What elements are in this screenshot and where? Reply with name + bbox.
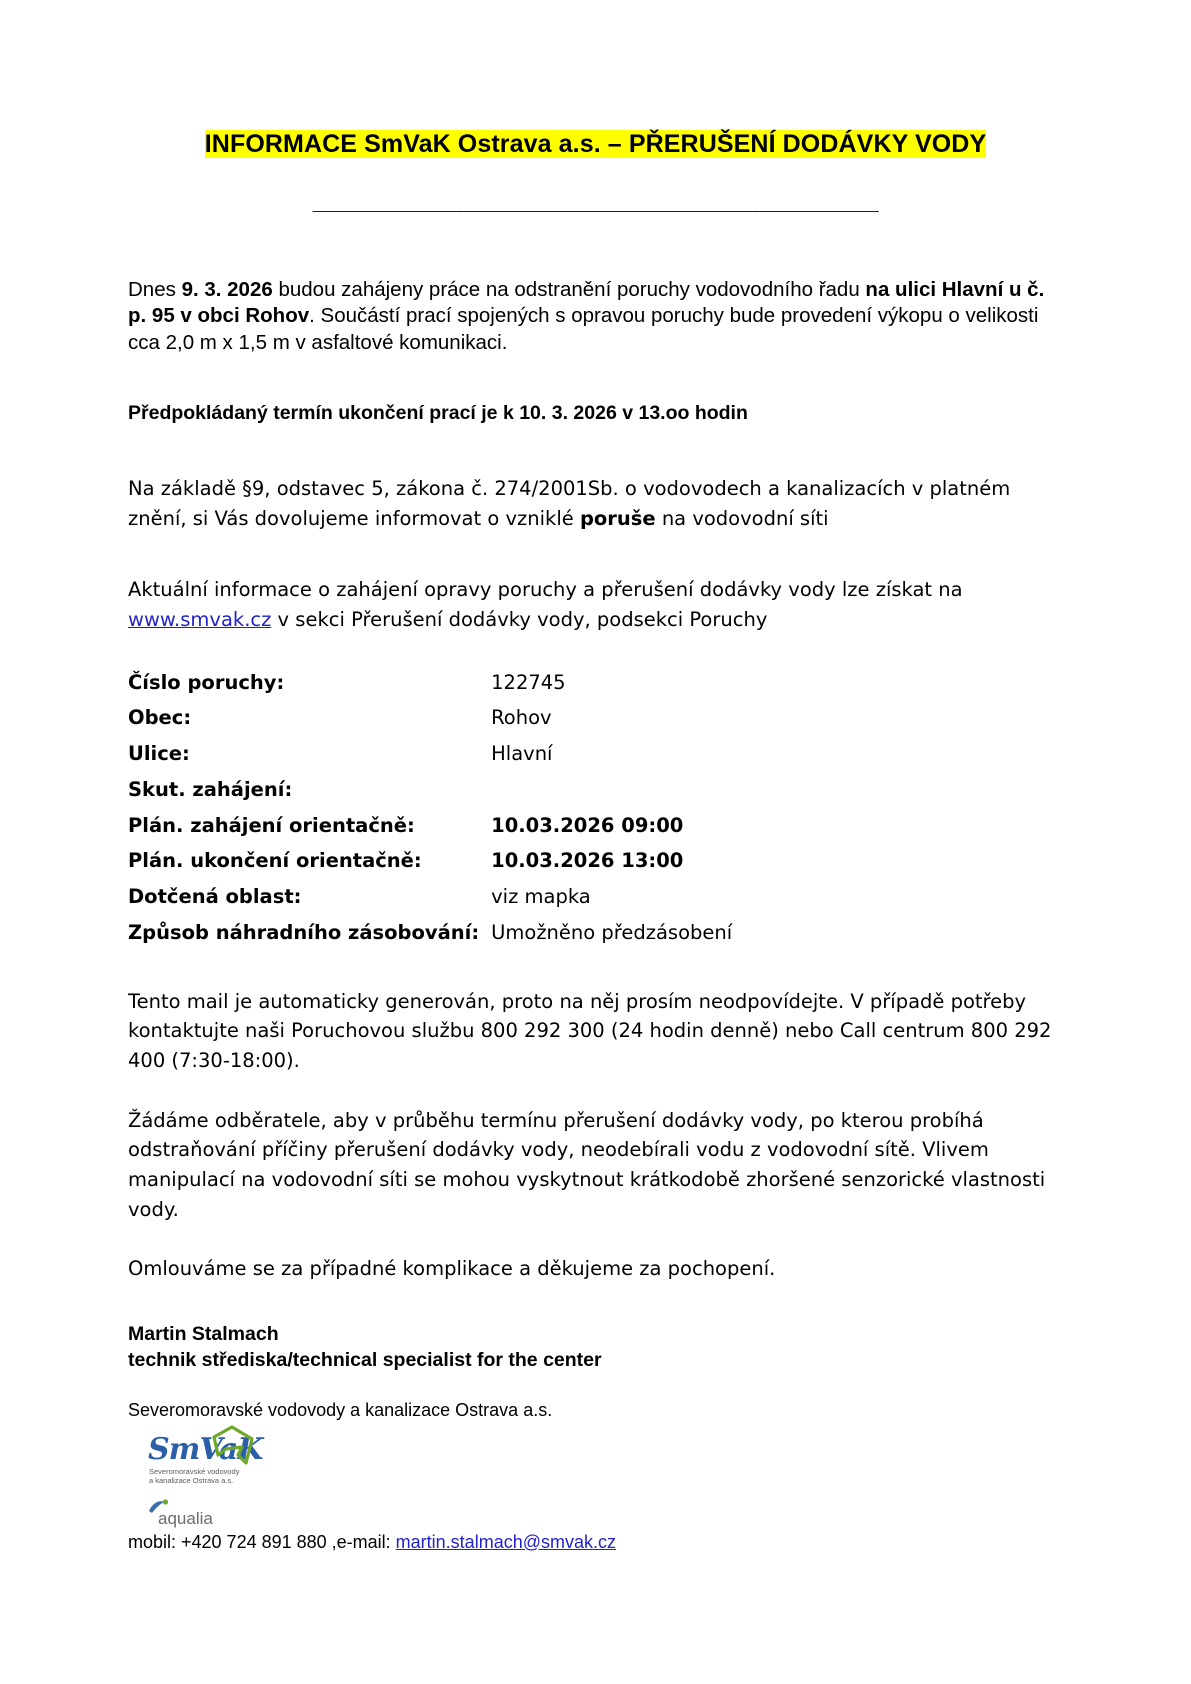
law-bold-term: poruše xyxy=(579,506,656,530)
detail-value: Hlavní xyxy=(491,742,553,766)
law-part-one: Na základě §9, odstavec 5, zákona č. 274/2001Sb. o vodovodech a kanalizacích v platném znění, si Vás dovolujeme informovat o vzniklé xyxy=(128,477,1011,530)
table-row xyxy=(128,849,732,885)
law-part-two: na vodovodní síti xyxy=(655,506,829,530)
table-row xyxy=(128,706,732,742)
automail-paragraph: Tento mail je automaticky generován, proto na něj prosím neodpovídejte. V případě potřeby kontaktujte naši Poruchovou službu 800 292 300 (24 hodin denně) nebo Call centrum 800 292 400 (7:30-18:00). xyxy=(128,989,1052,1073)
detail-label: Plán. zahájení orientačně: xyxy=(128,813,415,837)
page-title-container xyxy=(128,0,1063,162)
signature-name: Martin Stalmach xyxy=(128,1322,279,1345)
detail-value: 10.03.2026 13:00 xyxy=(491,849,684,873)
table-row xyxy=(128,921,732,957)
law-paragraph xyxy=(128,474,1063,533)
email-link[interactable]: martin.stalmach@smvak.cz xyxy=(395,1531,616,1552)
table-row xyxy=(128,814,732,850)
detail-label: Plán. ukončení orientačně: xyxy=(128,849,422,873)
intro-paragraph xyxy=(128,277,1063,357)
contact-line xyxy=(128,1531,1063,1554)
current-info-part-one: Aktuální informace o zahájení opravy poruchy a přerušení dodávky vody lze získat na xyxy=(128,578,963,602)
signature-block xyxy=(128,1322,1063,1373)
detail-value xyxy=(491,778,732,814)
smvak-logo xyxy=(148,1431,268,1493)
contact-prefix: mobil: +420 724 891 880 ,e-mail: xyxy=(128,1531,396,1552)
table-row xyxy=(128,885,732,921)
intro-tail: . Součástí prací spojených s opravou poruchy bude provedení výkopu o velikosti cca 2,0 m x 1,5 m v asfaltové komunikaci. xyxy=(128,304,1039,355)
detail-label: Obec: xyxy=(128,706,192,730)
smvak-tagline-line-2: a kanalizace Ostrava a.s. xyxy=(149,1476,234,1485)
company-name: Severomoravské vodovody a kanalizace Ostrava a.s. xyxy=(128,1400,553,1421)
smvak-website-link[interactable]: www.smvak.cz xyxy=(128,607,272,631)
detail-label: Ulice: xyxy=(128,742,190,766)
intro-lead: Dnes xyxy=(128,277,182,301)
detail-label: Dotčená oblast: xyxy=(128,885,302,909)
table-row xyxy=(128,778,732,814)
detail-value: Rohov xyxy=(491,706,552,730)
title-divider-container xyxy=(128,188,1063,215)
apology-paragraph: Omlouváme se za případné komplikace a děkujeme za pochopení. xyxy=(128,1257,776,1281)
aqualia-logo-wordmark: aqualia xyxy=(158,1508,213,1528)
detail-value: Umožněno předzásobení xyxy=(491,920,733,944)
smvak-logo-tagline xyxy=(149,1467,239,1486)
current-info-part-two: v sekci Přerušení dodávky vody, podsekci Poruchy xyxy=(271,607,768,631)
current-info-paragraph xyxy=(128,575,1063,634)
table-row xyxy=(128,742,732,778)
signature-role: technik střediska/technical specialist for the center xyxy=(128,1348,602,1371)
smvak-roof-icon xyxy=(212,1425,256,1465)
deadline-paragraph: Předpokládaný termín ukončení prací je k 10. 3. 2026 v 13.oo hodin xyxy=(128,401,748,424)
detail-label: Číslo poruchy: xyxy=(128,670,285,694)
intro-date: 9. 3. 2026 xyxy=(181,277,273,301)
intro-location: na ulici Hlavní u č. p. 95 v obci Rohov xyxy=(128,277,1045,328)
detail-label: Způsob náhradního zásobování: xyxy=(128,920,480,944)
aqualia-logo xyxy=(148,1499,268,1529)
detail-value: viz mapka xyxy=(491,885,591,909)
outage-details-table xyxy=(128,671,732,957)
detail-value: 10.03.2026 09:00 xyxy=(491,813,684,837)
title-divider: ______________________________________________ xyxy=(312,187,879,214)
detail-value: 122745 xyxy=(491,670,566,694)
request-paragraph: Žádáme odběratele, aby v průběhu termínu přerušení dodávky vody, po kterou probíhá odstraňování příčiny přerušení dodávky vody, neodebírali vodu z vodovodní sítě. Vlivem manipulací na vodovodní síti se mohou vyskytnout krátkodobě zhoršené senzorické vlastnosti vody. xyxy=(128,1108,1046,1221)
smvak-tagline-line-1: Severomoravské vodovody xyxy=(149,1466,240,1476)
detail-label: Skut. zahájení: xyxy=(128,777,293,801)
table-row xyxy=(128,671,732,707)
intro-mid: budou zahájeny práce na odstranění poruchy vodovodního řadu xyxy=(272,277,866,301)
page-title: INFORMACE SmVaK Ostrava a.s. – PŘERUŠENÍ DODÁVKY VODY xyxy=(204,130,987,158)
smvak-logo-wordmark: SmVaK xyxy=(148,1431,263,1467)
